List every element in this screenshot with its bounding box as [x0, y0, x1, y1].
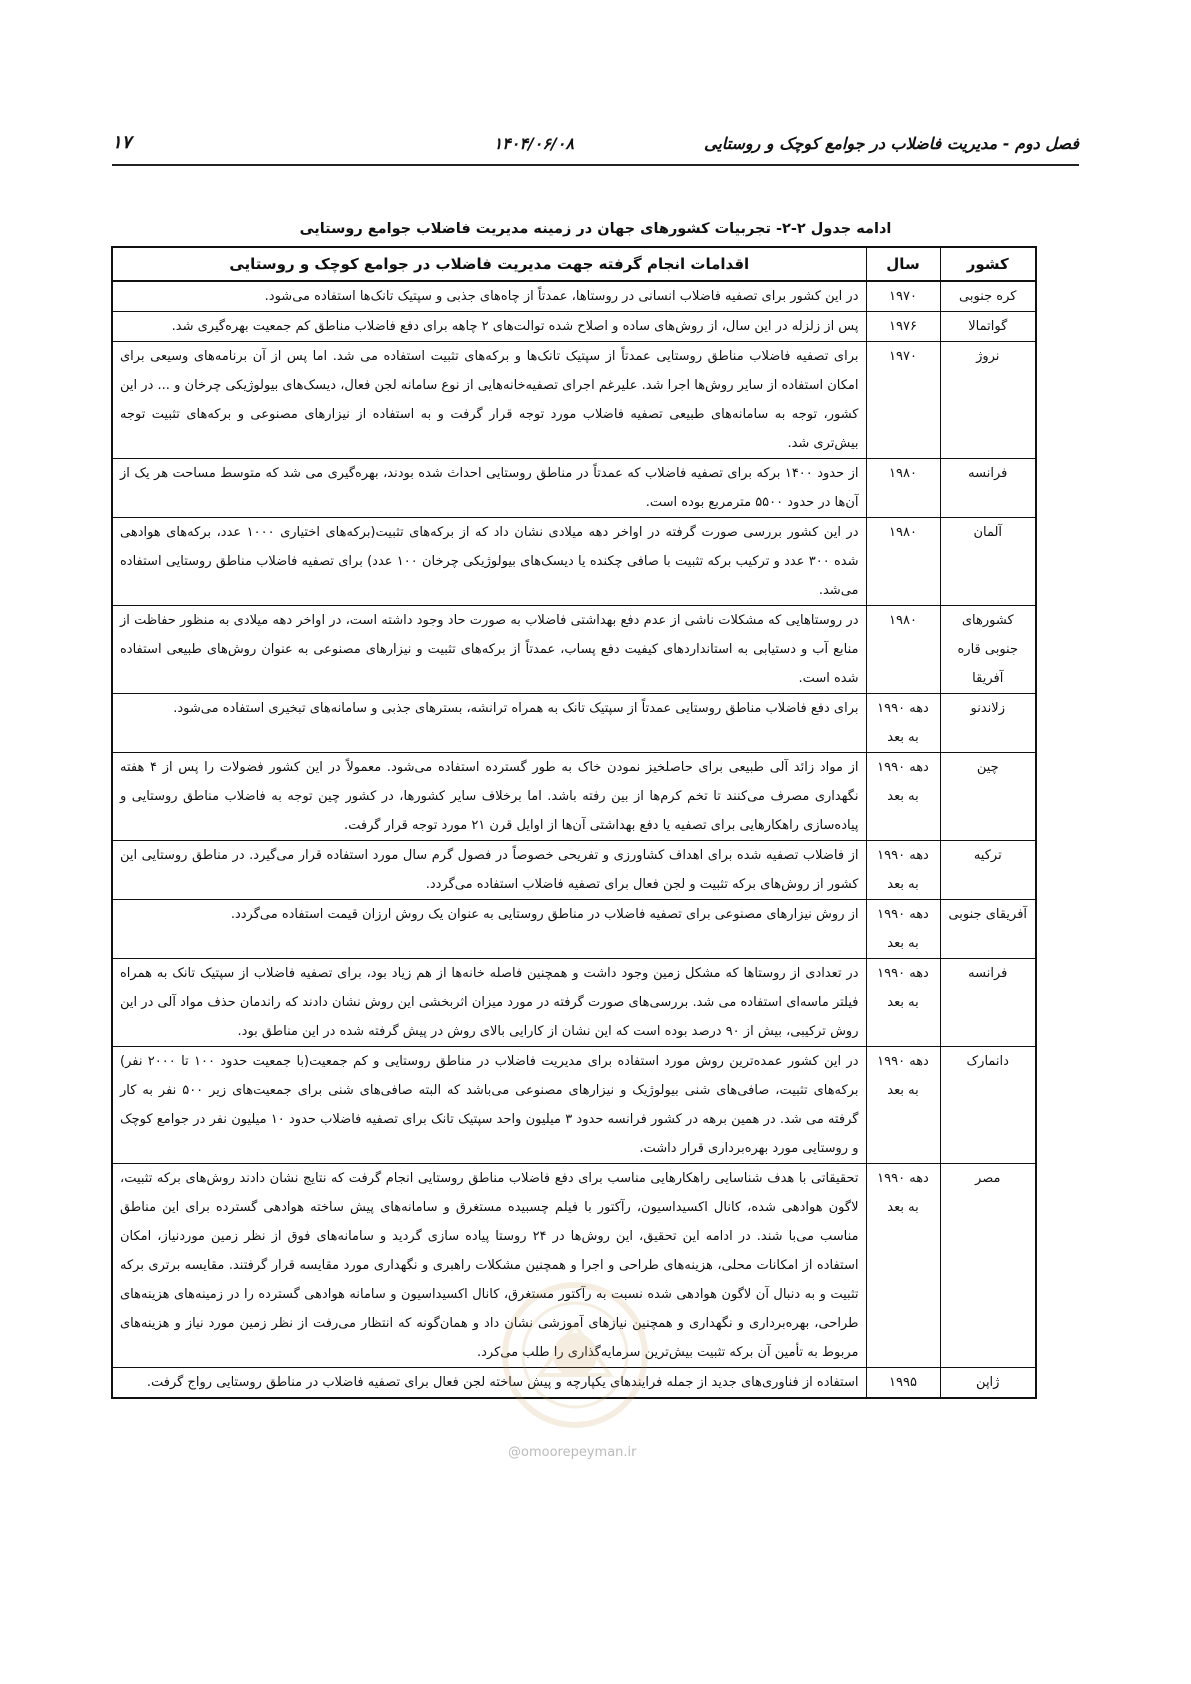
cell-country: چین: [940, 753, 1036, 841]
running-header: [112, 130, 1079, 166]
cell-year: دهه ۱۹۹۰ به بعد: [866, 1164, 940, 1368]
cell-action: در روستاهایی که مشکلات ناشی از عدم دفع بهداشتی فاضلاب به صورت حاد وجود داشته است، در اواخر دهه میلادی به منظور حفاظت از منابع آب و دستیابی به استانداردهای کیفیت دفع پساب، عمدتاً از برکه‌های تثبیت و نیزارهای مصنوعی به عنوان روش‌های طبیعی استفاده شده است.: [112, 606, 866, 694]
cell-action: از مواد زائد آلی طبیعی برای حاصلخیز نمودن خاک به طور گسترده استفاده می‌شود. معمولاً در این کشور فضولات را پس از ۴ هفته نگهداری مصرف می‌کنند تا تخم کرم‌ها از بین رفته باشد. اما برخلاف سایر کشورها، در کشور چین توجه به فاضلاب مناطق روستایی و پیاده‌سازی راهکارهایی برای تصفیه یا دفع بهداشتی آن‌ها از اوایل قرن ۲۱ مورد توجه قرار گرفت.: [112, 753, 866, 841]
cell-country: دانمارک: [940, 1047, 1036, 1164]
cell-action: از حدود ۱۴۰۰ برکه برای تصفیه فاضلاب که عمدتاً در مناطق روستایی احداث شده بودند، بهره‌گیری می شد که متوسط مساحت هر یک از آن‌ها در حدود ۵۵۰۰ مترمربع بوده است.: [112, 459, 866, 518]
cell-country: آفریقای جنوبی: [940, 900, 1036, 959]
table-row: [112, 459, 1036, 518]
cell-year: دهه ۱۹۹۰ به بعد: [866, 1047, 940, 1164]
header-country: کشور: [940, 247, 1036, 281]
cell-year: ۱۹۸۰: [866, 459, 940, 518]
cell-year: دهه ۱۹۹۰ به بعد: [866, 900, 940, 959]
cell-country: نروژ: [940, 342, 1036, 459]
table-row: [112, 312, 1036, 342]
cell-country: گواتمالا: [940, 312, 1036, 342]
cell-year: دهه ۱۹۹۰ به بعد: [866, 753, 940, 841]
cell-action: برای دفع فاضلاب مناطق روستایی عمدتاً از سپتیک تانک به همراه ترانشه، بسترهای جذبی و سامانه‌های تبخیری استفاده می‌شود.: [112, 694, 866, 753]
cell-action: پس از زلزله در این سال، از روش‌های ساده و اصلاح شده توالت‌های ۲ چاهه برای دفع فاضلاب مناطق کم جمعیت بهره‌گیری شد.: [112, 312, 866, 342]
cell-country: کشورهای جنوبی قاره آفریقا: [940, 606, 1036, 694]
watermark-text: @omoorepeyman.ir: [508, 1445, 637, 1460]
cell-year: ۱۹۷۶: [866, 312, 940, 342]
cell-year: ۱۹۷۰: [866, 342, 940, 459]
table-row: [112, 841, 1036, 900]
table-row: [112, 959, 1036, 1047]
cell-year: ۱۹۷۰: [866, 281, 940, 312]
cell-country: زلاندنو: [940, 694, 1036, 753]
cell-country: فرانسه: [940, 959, 1036, 1047]
cell-country: ترکیه: [940, 841, 1036, 900]
header-year: سال: [866, 247, 940, 281]
chapter-title: فصل دوم - مدیریت فاضلاب در جوامع کوچک و روستایی: [703, 134, 1079, 153]
table-row: [112, 753, 1036, 841]
table-row: [112, 694, 1036, 753]
cell-country: فرانسه: [940, 459, 1036, 518]
page-number: ۱۷: [112, 132, 132, 153]
cell-country: مصر: [940, 1164, 1036, 1368]
cell-action: برای تصفیه فاضلاب مناطق روستایی عمدتاً از سپتیک تانک‌ها و برکه‌های تثبیت استفاده می شد. اما پس از آن برنامه‌های وسیعی برای امکان استفاده از سایر روش‌ها اجرا شد. علیرغم اجرای تصفیه‌خانه‌هایی از نوع سامانه لجن فعال، دیسک‌های بیولوژیکی چرخان و ... در این کشور، توجه به سامانه‌های طبیعی تصفیه فاضلاب مورد توجه قرار گرفت و به استفاده از نیزارهای مصنوعی و برکه‌های تثبیت توجه بیش‌تری شد.: [112, 342, 866, 459]
cell-year: دهه ۱۹۹۰ به بعد: [866, 959, 940, 1047]
cell-year: دهه ۱۹۹۰ به بعد: [866, 694, 940, 753]
table-header-row: [112, 247, 1036, 281]
table-row: [112, 1368, 1036, 1399]
cell-action: در این کشور عمده‌ترین روش مورد استفاده برای مدیریت فاضلاب در مناطق روستایی و کم جمعیت(با جمعیت حدود ۱۰۰ تا ۲۰۰۰ نفر) برکه‌های تثبیت، صافی‌های شنی بیولوژیک و نیزارهای مصنوعی می‌باشد که البته صافی‌های شنی برای جمعیت‌های زیر ۵۰۰ نفر به کار گرفته می شد. در همین برهه در کشور فرانسه حدود ۳ میلیون واحد سپتیک تانک برای تصفیه فاضلاب حدود ۱۰ میلیون نفر در جوامع کوچک و روستایی مورد بهره‌برداری قرار داشت.: [112, 1047, 866, 1164]
table-body: [112, 281, 1036, 1398]
table-row: [112, 1047, 1036, 1164]
cell-year: ۱۹۸۰: [866, 518, 940, 606]
table-row: [112, 606, 1036, 694]
cell-action: تحقیقاتی با هدف شناسایی راهکارهایی مناسب برای دفع فاضلاب مناطق روستایی انجام گرفت که نتایج نشان دادند روش‌های برکه تثبیت، لاگون هوادهی شده، کانال اکسیداسیون، رآکتور با فیلم چسبیده مستغرق و سامانه‌های پیش ساخته هوادهی گسترده برای این مناطق مناسب می‌با شند. در ادامه این تحقیق، این روش‌ها در ۲۴ روستا پیاده سازی گردید و سامانه‌های فوق از نظر زمین موردنیاز، امکان استفاده از امکانات محلی، هزینه‌های طراحی و اجرا و همچنین مشکلات راهبری و نگهداری مورد مقایسه قرار گرفتند. مقایسه برتری برکه تثبیت و به دنبال آن لاگون هوادهی شده نسبت به رآکتور مستغرق، کانال اکسیداسیون و سامانه هوادهی گسترده را در زمینه‌های هزینه‌های طراحی، بهره‌برداری و نگهداری و همچنین نیازهای آموزشی نشان داد و همان‌گونه که انتظار می‌رفت از نظر زمین مورد نیاز و هزینه‌های مربوط به تأمین آن برکه تثبیت بیش‌ترین سرمایه‌گذاری را طلب می‌کرد.: [112, 1164, 866, 1368]
experience-table: [111, 246, 1037, 1399]
cell-action: از فاضلاب تصفیه شده برای اهداف کشاورزی و تفریحی خصوصاً در فصول گرم سال مورد استفاده قرار می‌گیرد. در مناطق روستایی این کشور از روش‌های برکه تثبیت و لجن فعال برای تصفیه فاضلاب استفاده می‌گردد.: [112, 841, 866, 900]
cell-action: استفاده از فناوری‌های جدید از جمله فرایندهای یکپارچه و پیش ساخته لجن فعال برای تصفیه فاضلاب در مناطق روستایی رواج گرفت.: [112, 1368, 866, 1399]
table-row: [112, 1164, 1036, 1368]
table-row: [112, 342, 1036, 459]
header-action: اقدامات انجام گرفته جهت مدیریت فاضلاب در جوامع کوچک و روستایی: [112, 247, 866, 281]
table-row: [112, 281, 1036, 312]
cell-action: در این کشور برای تصفیه فاضلاب انسانی در روستاها، عمدتاً از چاه‌های جذبی و سپتیک تانک‌ها استفاده می‌شود.: [112, 281, 866, 312]
cell-year: ۱۹۸۰: [866, 606, 940, 694]
cell-action: از روش نیزارهای مصنوعی برای تصفیه فاضلاب در مناطق روستایی به عنوان یک روش ارزان قیمت استفاده می‌گردد.: [112, 900, 866, 959]
cell-country: ژاپن: [940, 1368, 1036, 1399]
cell-action: در این کشور بررسی صورت گرفته در اواخر دهه میلادی نشان داد که از برکه‌های تثبیت(برکه‌های اختیاری ۱۰۰۰ عدد، برکه‌های هوادهی شده ۳۰۰ عدد و ترکیب برکه تثبیت با صافی چکنده یا دیسک‌های بیولوژیکی چرخان ۱۰۰ عدد) برای تصفیه فاضلاب مناطق روستایی استفاده می‌شد.: [112, 518, 866, 606]
cell-year: دهه ۱۹۹۰ به بعد: [866, 841, 940, 900]
table-caption: ادامه جدول ۲-۲- تجربیات کشورهای جهان در زمینه مدیریت فاضلاب جوامع روستایی: [299, 221, 892, 237]
header-date: ۱۴۰۴/۰۶/۰۸: [493, 134, 574, 153]
experience-table-container: [113, 246, 1037, 1399]
cell-country: کره جنوبی: [940, 281, 1036, 312]
cell-year: ۱۹۹۵: [866, 1368, 940, 1399]
cell-country: آلمان: [940, 518, 1036, 606]
cell-action: در تعدادی از روستاها که مشکل زمین وجود داشت و همچنین فاصله خانه‌ها از هم زیاد بود، برای تصفیه فاضلاب از سپتیک تانک به همراه فیلتر ماسه‌ای استفاده می شد. بررسی‌های صورت گرفته در مورد میزان اثربخشی این روش نشان دادند که راندمان حذف مواد آلی در این روش ترکیبی، بیش از ۹۰ درصد بوده است که این نشان از کارایی بالای روش در پیش گرفته شده در این مناطق بود.: [112, 959, 866, 1047]
table-row: [112, 518, 1036, 606]
table-row: [112, 900, 1036, 959]
